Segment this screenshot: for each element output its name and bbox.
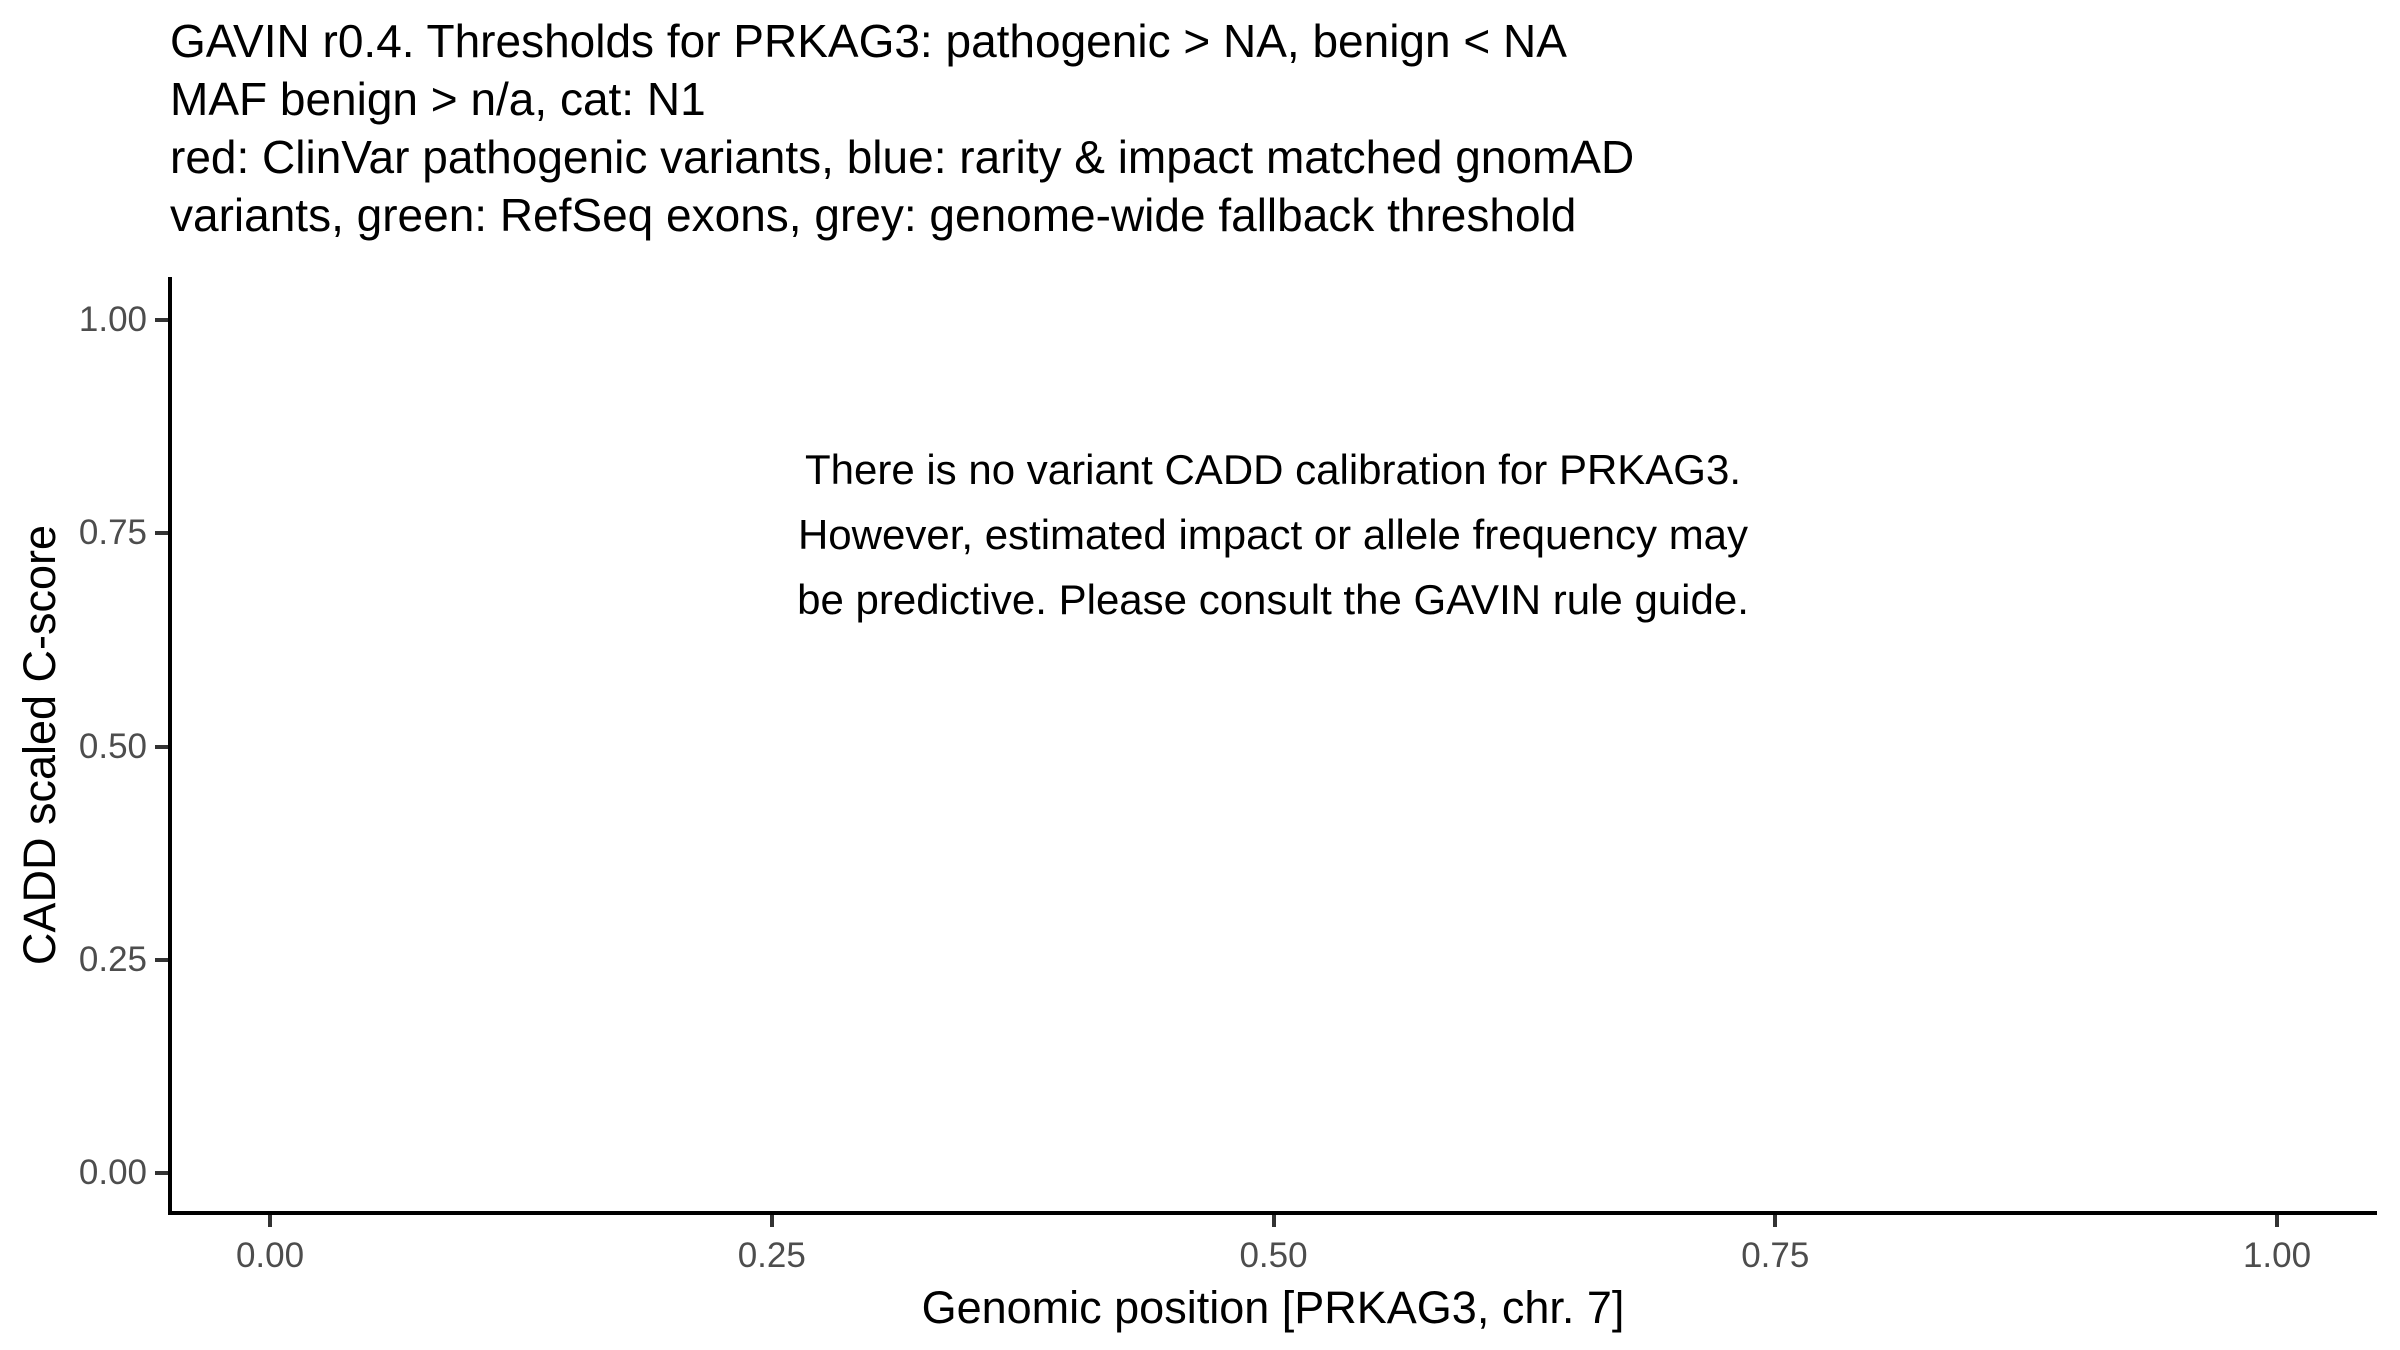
x-tick-mark [2275, 1215, 2279, 1227]
annotation-line-3: be predictive. Please consult the GAVIN rule guide. [797, 576, 1749, 623]
chart-title-line-1: GAVIN r0.4. Thresholds for PRKAG3: pathogenic > NA, benign < NA [170, 15, 1567, 67]
plot-panel [168, 277, 2377, 1215]
y-axis-title: CADD scaled C-score [14, 524, 65, 966]
chart-title-line-2: MAF benign > n/a, cat: N1 [170, 73, 706, 125]
y-tick-label: 0.50 [78, 726, 147, 766]
y-tick-mark [155, 531, 168, 535]
y-tick-label: 1.00 [78, 300, 147, 339]
annotation-line-1: There is no variant CADD calibration for PRKAG3. [804, 446, 1742, 493]
y-tick-mark [155, 318, 168, 322]
y-tick-label: 0.00 [78, 1153, 147, 1192]
y-tick-mark [155, 1171, 168, 1175]
no-calibration-annotation [797, 437, 1749, 632]
x-tick-label: 0.25 [737, 1236, 806, 1275]
x-tick-label: 0.50 [1239, 1236, 1308, 1275]
x-tick-label: 1.00 [2242, 1236, 2312, 1275]
x-tick-mark [770, 1215, 774, 1227]
x-tick-mark [1773, 1215, 1777, 1227]
y-tick-label: 0.25 [78, 939, 147, 979]
chart-title-line-4: variants, green: RefSeq exons, grey: genome-wide fallback threshold [170, 189, 1577, 241]
chart-title-line-3: red: ClinVar pathogenic variants, blue: rarity & impact matched gnomAD [170, 131, 1635, 183]
x-axis-title: Genomic position [PRKAG3, chr. 7] [921, 1282, 1625, 1333]
y-tick-mark [155, 958, 168, 962]
x-tick-label: 0.75 [1741, 1236, 1810, 1275]
annotation-line-2: However, estimated impact or allele frequency may [797, 511, 1749, 558]
x-tick-mark [1272, 1215, 1276, 1227]
y-tick-label: 0.75 [78, 513, 147, 553]
x-tick-mark [268, 1215, 272, 1227]
y-tick-mark [155, 745, 168, 749]
x-tick-label: 0.00 [235, 1236, 305, 1275]
chart-title [170, 12, 1634, 244]
